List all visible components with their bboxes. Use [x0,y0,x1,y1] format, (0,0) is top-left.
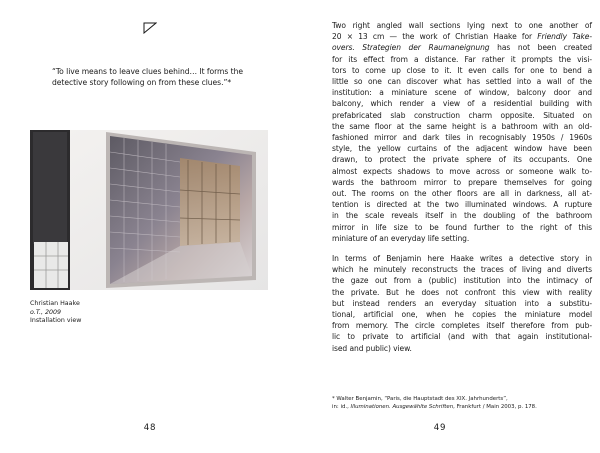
text-line: balcony, which render a view of a residential building with [332,99,592,109]
text-line: the same floor at the same height is a bathroom with an old- [332,121,592,131]
text-line: mirror in life size to be found further to the right of this [332,222,592,232]
text-line: fashioned mirror and dark tiles in recognisably 1950s / 1960s [332,133,592,143]
right-page [300,0,600,453]
text-line: which he minutely reconstructs the traces of living and diverts [332,265,592,275]
text-line: tors to come up close to it. It even calls for one to bend a [332,65,592,75]
footnote-line-1: * Walter Benjamin, “Paris, die Hauptstadt des XIX. Jahrhunderts”, [332,396,508,402]
text-line: 20 × 13 cm — the work of Christian Haake for Friendly Take- [332,32,592,42]
text-line: tional, artificial one, when he copies the miniature model [332,310,592,320]
installation-photo [30,130,268,290]
text-line: prefabricated slab construction charm opposite. Situated on [332,110,592,120]
footnote [332,396,594,411]
text-line: drawn, to protect the private sphere of its occupants. One [332,155,592,165]
text-line: the private. But he does not confront this view with reality [332,287,592,297]
text-line: in the scale reveals itself in the doubling of the bathroom [332,211,592,221]
text-line: from memory. The circle completes itself therefore from pub- [332,321,592,331]
text-line: wards the bathroom mirror to prepare themselves for going [332,177,592,187]
text-line: lic to private to artificial (and with that again institutional- [332,332,592,342]
text-line: little so one can discover what has settled into a wall of the [332,77,592,87]
text-line: ised and public) view. [332,343,412,353]
photo-caption [30,300,150,326]
text-line: style, the yellow curtains of the adjacent window have been [332,144,592,154]
page-number-left: 48 [143,423,157,433]
text-line: miniature of an everyday life setting. [332,233,470,243]
epigraph-quote: “To live means to leave clues behind… It forms the detective story following on from these clues.”* [52,67,243,88]
text-line: In terms of Benjamin here Haake writes a detective story in [332,254,592,263]
caption-artist: Christian Haake [30,300,80,307]
text-line: tention is directed at the two illuminated windows. A rupture [332,200,592,210]
text-line: almost expects shadows to move across or someone walk to- [332,166,592,176]
caption-title: o.T., 2009 [30,308,61,316]
paragraph-1 [332,20,592,244]
page-number-right: 49 [433,423,447,433]
caption-medium: Installation view [30,317,82,325]
text-line: but instead renders an everyday situation into a substitu- [332,298,592,308]
paragraph-2 [332,253,592,354]
corner-mark-icon [143,22,157,34]
footnote-line-2: in: id., Illuminationen. Ausgewählte Schriften, Frankfurt / Main 2003, p. 178. [332,403,537,410]
text-line: Two right angled wall sections lying next to one another of [332,21,592,30]
text-line: institution: a miniature scene of window, balcony door and [332,88,592,98]
text-line: overs. Strategien der Raumaneignung has not been created [332,43,592,53]
installation-photo-drawing [30,130,268,290]
text-line: the gaze out from a (public) institution into the intimacy of [332,276,592,286]
text-line: for its effect from a distance. Far rather it prompts the visi- [332,54,592,64]
text-line: out. The rooms on the other floors are all in darkness, all at- [332,189,592,199]
